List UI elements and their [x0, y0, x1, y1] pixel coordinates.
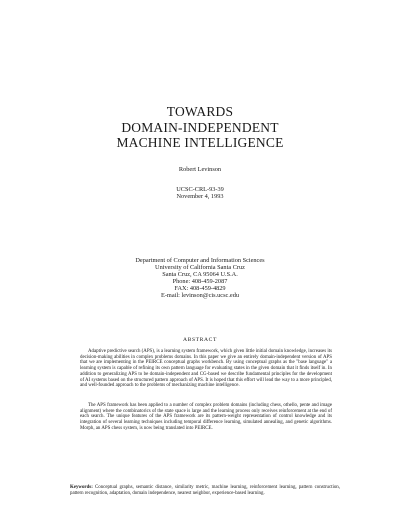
keywords-text: Conceptual graphs, semantic distance, similarity metric, machine learning, reinforcement learning, pattern construction, pattern recognition, adaptation, domain independence, nearest neighbor, experience-based learning. [70, 485, 340, 496]
abstract-heading: ABSTRACT [182, 337, 218, 343]
paper-title-line-2: DOMAIN-INDEPENDENT [121, 120, 279, 135]
paper-title-line-1: TOWARDS [166, 104, 234, 119]
keywords-label: Keywords: [70, 485, 93, 490]
report-number: UCSC-CRL-93-39 [176, 186, 224, 193]
affiliation-fax: FAX: 408-459-4829 [174, 285, 226, 292]
report-date: November 4, 1993 [176, 193, 224, 200]
affiliation-email: E-mail: levinson@cis.ucsc.edu [160, 292, 240, 299]
author-name: Robert Levinson [178, 166, 222, 173]
abstract-paragraph-1: Adaptive predictive search (APS), is a learning system framework, which given little initial domain knowledge, increases its decision-making abilities in complex problems domains. In this paper we give an entirely domain-independent version of APS that we are implementing in the PEIRCE conceptual graphs workbench. By using conceptual graphs as the "base language" a learning system is capable of refining its own pattern language for evaluating states in the given domain that it finds itself in. In addition to generalizing APS to be domain-independent and CG-based we describe fundamental principles for the development of AI systems based on the structured pattern approach of APS. It is hoped that this effort will lead the way to a more principled, and well-founded approach to the problems of mechanizing machine intelligence. [80, 349, 332, 389]
affiliation-university: University of California Santa Cruz [155, 264, 245, 271]
abstract-paragraph-2: The APS framework has been applied to a number of complex problem domains (including chess, othello, pente and image alignment) where the combinatorics of the state space is large and the learning process only receives reinforcement at the end of each search. The unique features of the APS framework are its pattern-weight representation of control knowledge and its integration of several learning techniques including temporal difference learning, simulated annealing, and genetic algorithms. Morph, an APS chess system, is now being translated into PEIRCE. [80, 403, 332, 431]
paper-title-line-3: MACHINE INTELLIGENCE [116, 135, 284, 150]
affiliation-phone: Phone: 408-459-2087 [172, 278, 228, 285]
affiliation-department: Department of Computer and Information Sciences [135, 257, 265, 264]
keywords-block [70, 485, 340, 496]
affiliation-city: Santa Cruz, CA 95064 U.S.A. [162, 271, 238, 278]
